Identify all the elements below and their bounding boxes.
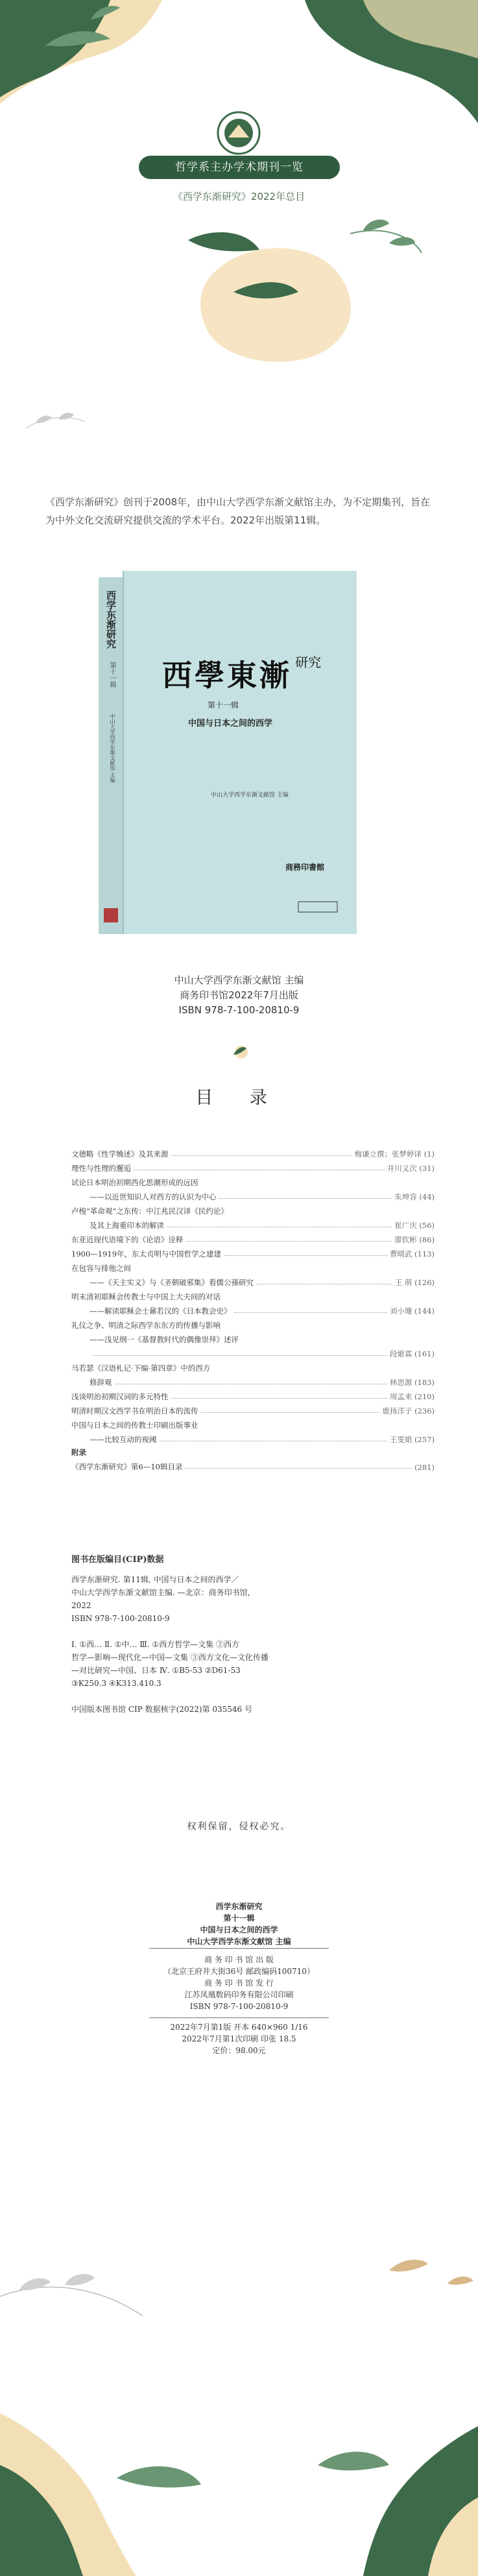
colophon-line: ISBN 978-7-100-20810-9 bbox=[189, 2002, 289, 2011]
toc-title: 明末清初耶稣会传教士与中国上大夫间的对话 bbox=[71, 1292, 221, 1301]
toc-author-page: 井川义次 (31) bbox=[387, 1164, 435, 1173]
cip-line: Ⅰ. ①西… Ⅱ. ①中… Ⅲ. ①西方哲学—文集 ②西方 bbox=[71, 1640, 240, 1649]
cip-line: 2022 bbox=[71, 1601, 91, 1610]
colophon-rule bbox=[149, 2017, 329, 2018]
toc-row bbox=[71, 1402, 435, 1416]
toc-author-page: 廖钦彬 (86) bbox=[394, 1235, 435, 1244]
publication-info bbox=[0, 973, 478, 1018]
colophon-print-2: 2022年7月第1次印刷 印张 18.5 bbox=[182, 2034, 296, 2043]
cover-publisher: 商務印書館 bbox=[285, 863, 325, 872]
toc-leader bbox=[234, 1312, 387, 1313]
toc-row bbox=[71, 1430, 435, 1445]
cip-line: —对比研究—中国、日本 Ⅳ. ①B5-53 ②D61-53 bbox=[71, 1666, 241, 1675]
toc-row bbox=[71, 1174, 435, 1188]
colophon-print-1: 2022年7月第1版 开本 640×960 1/16 bbox=[170, 2023, 308, 2032]
toc-row bbox=[71, 1288, 435, 1302]
toc-title: ——《天主实义》与《圣朝破邪集》看儒公孫研究 bbox=[90, 1278, 254, 1287]
leaf-decoration bbox=[0, 214, 478, 474]
colophon bbox=[0, 1901, 478, 2056]
cip-line: ISBN 978-7-100-20810-9 bbox=[71, 1614, 170, 1623]
cover-subtitle: 中国与日本之间的西学 bbox=[188, 719, 273, 728]
toc-row bbox=[71, 1273, 435, 1288]
toc-title: 试论日本明治初期西化思潮形成的远因 bbox=[71, 1178, 198, 1187]
toc-title: 《西学东渐研究》第6—10辑目录 bbox=[71, 1462, 183, 1471]
cover-main-title bbox=[162, 652, 321, 695]
page-subtitle: 《西学东渐研究》2022年总目 bbox=[173, 191, 305, 202]
journal-title: 哲学系主办学术期刊一览 bbox=[175, 161, 304, 174]
cip-line: ③K250.3 ④K313.410.3 bbox=[71, 1679, 161, 1688]
colophon-rule bbox=[149, 1948, 329, 1949]
header-decoration bbox=[0, 0, 478, 214]
colophon-subtitle: 中国与日本之间的西学 bbox=[200, 1925, 278, 1934]
cip-line bbox=[71, 1690, 435, 1703]
toc-leader bbox=[171, 1398, 387, 1399]
pub-isbn: ISBN 978-7-100-20810-9 bbox=[178, 1004, 300, 1016]
toc-leader bbox=[186, 1241, 392, 1242]
toc-row bbox=[71, 1216, 435, 1231]
colophon-lines bbox=[0, 1954, 478, 2012]
colophon-volume: 第十一辑 bbox=[223, 1914, 255, 1923]
footer-decoration bbox=[0, 2219, 478, 2576]
toc-row bbox=[71, 1416, 435, 1430]
cover-spine-editor: 中山大学西学东渐文献馆 主编 bbox=[110, 714, 115, 783]
toc-author-page: 鹿扬洋子 (236) bbox=[382, 1406, 435, 1415]
toc-author-page: 崔广庆 (56) bbox=[394, 1221, 435, 1230]
toc-row bbox=[71, 1330, 435, 1345]
toc-title: 附录 bbox=[71, 1448, 86, 1457]
cip-line: 西学东渐研究. 第11辑, 中国与日本之间的西学／ bbox=[71, 1575, 239, 1584]
toc-leader bbox=[224, 1255, 387, 1256]
toc-row bbox=[71, 1302, 435, 1316]
toc-title: 理性与性理的邂逅 bbox=[71, 1164, 131, 1173]
toc-author-page: 刘小珊 (144) bbox=[389, 1306, 435, 1316]
toc-row bbox=[71, 1202, 435, 1216]
toc-author-page: 王雯娟 (257) bbox=[389, 1435, 435, 1444]
toc-title: 东亚近现代语境下的《论语》诠释 bbox=[71, 1235, 184, 1244]
toc-author-page: 周孟来 (210) bbox=[389, 1392, 435, 1401]
toc-row bbox=[71, 1388, 435, 1402]
toc-title: ——以近世知识人对西方的认识为中心 bbox=[90, 1192, 217, 1201]
cover-volume: 第十一辑 bbox=[208, 701, 239, 710]
cip-heading: 图书在版编目(CIP)数据 bbox=[71, 1555, 164, 1565]
colophon-line: （北京王府井大街36号 邮政编码100710） bbox=[163, 1967, 315, 1976]
toc-title: 在包容与排他之间 bbox=[71, 1264, 131, 1273]
cip-line bbox=[71, 1625, 435, 1638]
toc-title: 及其上海重印本的解读 bbox=[90, 1221, 164, 1230]
toc-row bbox=[71, 1345, 435, 1359]
cover-spine-title: 西学东渐研究 bbox=[105, 590, 117, 649]
pub-editor: 中山大学西学东渐文献馆 主编 bbox=[174, 974, 304, 986]
toc-author-page: 王 萌 (126) bbox=[394, 1278, 435, 1287]
toc-row bbox=[71, 1259, 435, 1273]
toc-title: ——浅见纲一《基督教时代的偶像崇拜》述评 bbox=[90, 1335, 239, 1344]
book-cover-image bbox=[91, 558, 389, 947]
toc-row bbox=[71, 1231, 435, 1245]
journal-title-bar bbox=[139, 156, 340, 179]
colophon-line: 商 务 印 书 馆 出 版 bbox=[204, 1955, 274, 1964]
toc-author-page: 段姬霖 (161) bbox=[389, 1349, 435, 1358]
toc-title: ——解读耶稣会士鼐若汉的《日本教会史》 bbox=[90, 1306, 232, 1316]
toc-row bbox=[71, 1445, 435, 1458]
cip-line: 哲学—影响—现代化—中国—文集 ③西方文化—文化传播 bbox=[71, 1653, 269, 1662]
toc-heading: 目 录 bbox=[195, 1088, 283, 1108]
toc-row bbox=[71, 1245, 435, 1259]
toc-row bbox=[71, 1188, 435, 1202]
toc-author-page: 梅谦立撰；张梦婷译 (1) bbox=[354, 1150, 435, 1159]
toc-row bbox=[71, 1316, 435, 1330]
cover-editor: 中山大学西学东渐文献馆 主编 bbox=[211, 792, 289, 799]
rights-notice: 权利保留，侵权必究。 bbox=[187, 1822, 291, 1832]
cover-title-text: 西學東漸 bbox=[162, 658, 292, 693]
toc-author-page: 曹晴武 (113) bbox=[389, 1249, 435, 1258]
toc-leader bbox=[185, 1468, 412, 1469]
toc-leader bbox=[201, 1412, 380, 1413]
toc-title: 明清时期汉文西学书在明治日本的流传 bbox=[71, 1406, 198, 1415]
colophon-line: 江苏凤凰数码印务有限公司印刷 bbox=[184, 1990, 294, 1999]
toc-title: 文德略《性学觕述》及其来源 bbox=[71, 1150, 169, 1159]
cover-spine-volume: 第十一辑 bbox=[108, 662, 115, 688]
toc-title: 修辞观 bbox=[90, 1378, 112, 1387]
toc-title: 中国与日本之间的传教士印刷出版事业 bbox=[71, 1421, 198, 1430]
cip-line: 中国版本图书馆 CIP 数据核字(2022)第 035546 号 bbox=[71, 1705, 252, 1714]
cip-block bbox=[71, 1554, 435, 1716]
toc-author-page: 朱坤容 (44) bbox=[394, 1192, 435, 1201]
toc-row bbox=[71, 1359, 435, 1373]
toc-author-page: 林思源 (183) bbox=[389, 1378, 435, 1387]
toc-author-page: (281) bbox=[414, 1463, 435, 1472]
cip-lines bbox=[71, 1573, 435, 1716]
sprig-icon bbox=[227, 1038, 253, 1064]
toc-leader bbox=[171, 1155, 352, 1156]
toc-row bbox=[71, 1458, 435, 1472]
toc-title: 马若瑟《汉语札记·下编·第四章》中的西方 bbox=[71, 1364, 211, 1373]
toc-title: 卢梭“革命观”之东传：中江兆民汉译《民约论》 bbox=[71, 1207, 228, 1216]
toc-leader bbox=[92, 1355, 387, 1356]
toc-row bbox=[71, 1145, 435, 1159]
toc-title: 1900—1919年，东太贞明与中国哲学之建建 bbox=[71, 1249, 222, 1258]
colophon-title: 西学东渐研究 bbox=[215, 1902, 263, 1911]
colophon-line: 商 务 印 书 馆 发 行 bbox=[204, 1979, 274, 1988]
toc-leader bbox=[219, 1198, 392, 1199]
toc-row bbox=[71, 1373, 435, 1388]
intro-paragraph: 《西学东渐研究》创刊于2008年，由中山大学西学东渐文献馆主办，为不定期集刊，旨在为中外文化交流研究提供交流的学术平台。2022年出版第11辑。 bbox=[45, 496, 431, 526]
university-emblem-icon bbox=[218, 112, 259, 154]
cover-title-suffix: 研究 bbox=[295, 655, 322, 670]
table-of-contents bbox=[71, 1145, 435, 1472]
toc-row bbox=[71, 1159, 435, 1174]
toc-title: 礼仪之争、明清之际西学东东方的传播与影响 bbox=[71, 1321, 221, 1330]
pub-date: 商务印书馆2022年7月出版 bbox=[180, 989, 298, 1001]
colophon-price: 定价：98.00元 bbox=[212, 2046, 266, 2055]
toc-title: 浅谈明治初期汉词的多元特性 bbox=[71, 1392, 169, 1401]
colophon-editor: 中山大学西学东渐文献馆 主编 bbox=[187, 1937, 291, 1946]
toc-title: ——比较互动的视阈 bbox=[90, 1435, 157, 1444]
cip-line: 中山大学西学东渐文献馆主编. —北京：商务印书馆， bbox=[71, 1588, 256, 1597]
